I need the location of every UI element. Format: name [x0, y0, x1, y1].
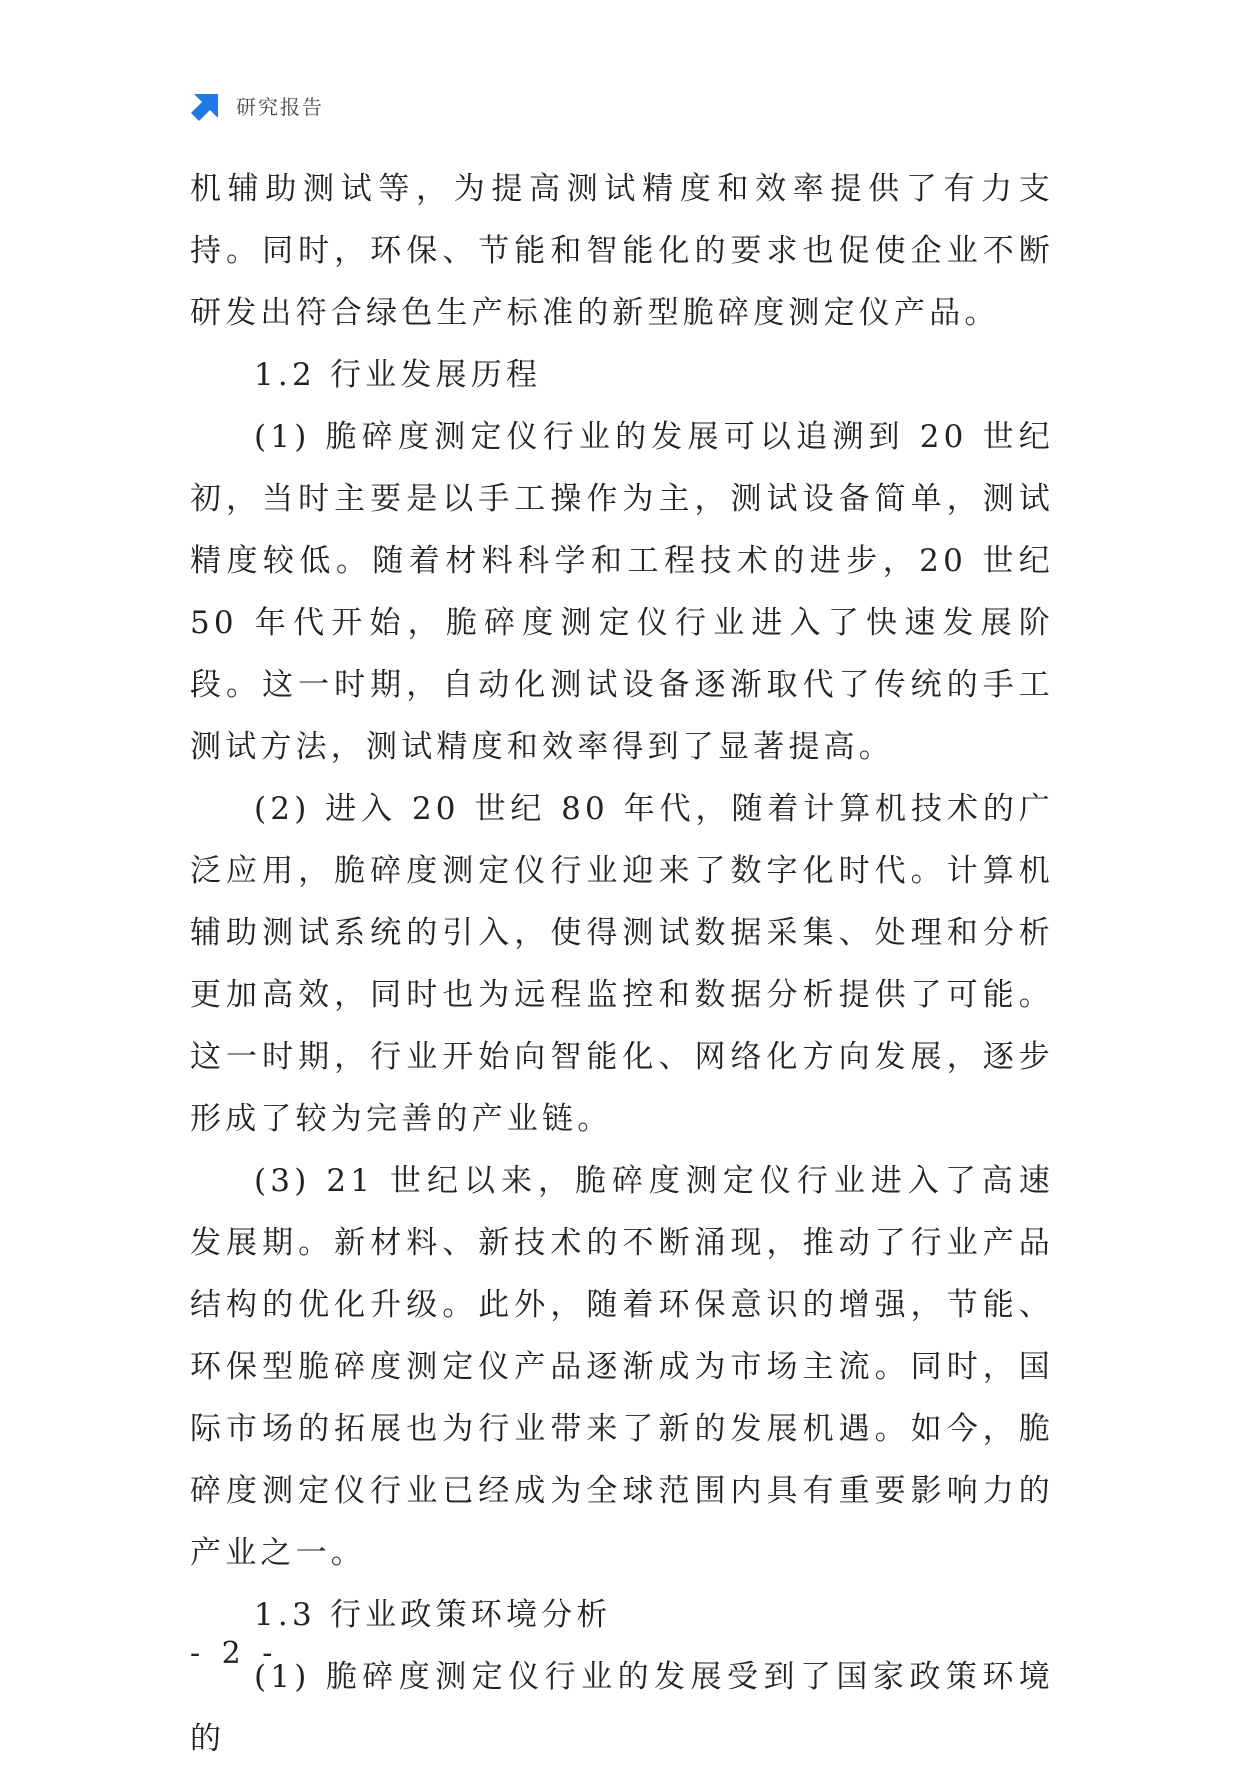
header-title: 研究报告	[236, 94, 324, 119]
section-heading-1-3: 1.3 行业政策环境分析	[254, 1597, 612, 1633]
paragraph-3: (3) 21 世纪以来，脆碎度测定仪行业进入了高速发展期。新材料、新技术的不断涌现，推动了行业产品结构的优化升级。此外，随着环保意识的增强，节能、环保型脆碎度测定仪产品逐渐成为市场主流。同时，国际市场的拓展也为行业带来了新的发展机遇。如今，脆碎度测定仪行业已经成为全球范围内具有重要影响力的产业之一。	[190, 1163, 1054, 1571]
paragraph-4: (1) 脆碎度测定仪行业的发展受到了国家政策环境的	[190, 1659, 1054, 1757]
paragraph-2: (2) 进入 20 世纪 80 年代，随着计算机技术的广泛应用，脆碎度测定仪行业迎来了数字化时代。计算机辅助测试系统的引入，使得测试数据采集、处理和分析更加高效，同时也为远程监控和数据分析提供了可能。这一时期，行业开始向智能化、网络化方向发展，逐步形成了较为完善的产业链。	[190, 791, 1054, 1137]
page-number: - 2 -	[190, 1636, 279, 1671]
paragraph-continued: 机辅助测试等，为提高测试精度和效率提供了有力支持。同时，环保、节能和智能化的要求也促使企业不断研发出符合绿色生产标准的新型脆碎度测定仪产品。	[190, 171, 1054, 331]
document-body	[190, 158, 1054, 1770]
section-heading-1-2: 1.2 行业发展历程	[254, 357, 542, 393]
paragraph-1: (1) 脆碎度测定仪行业的发展可以追溯到 20 世纪初，当时主要是以手工操作为主，测试设备简单，测试精度较低。随着材料科学和工程技术的进步，20 世纪 50 年代开始，脆碎度测定仪行业进入了快速发展阶段。这一时期，自动化测试设备逐渐取代了传统的手工测试方法，测试精度和效率得到了显著提高。	[190, 419, 1054, 765]
page-header	[190, 88, 324, 122]
arrow-up-right-icon	[190, 88, 224, 122]
